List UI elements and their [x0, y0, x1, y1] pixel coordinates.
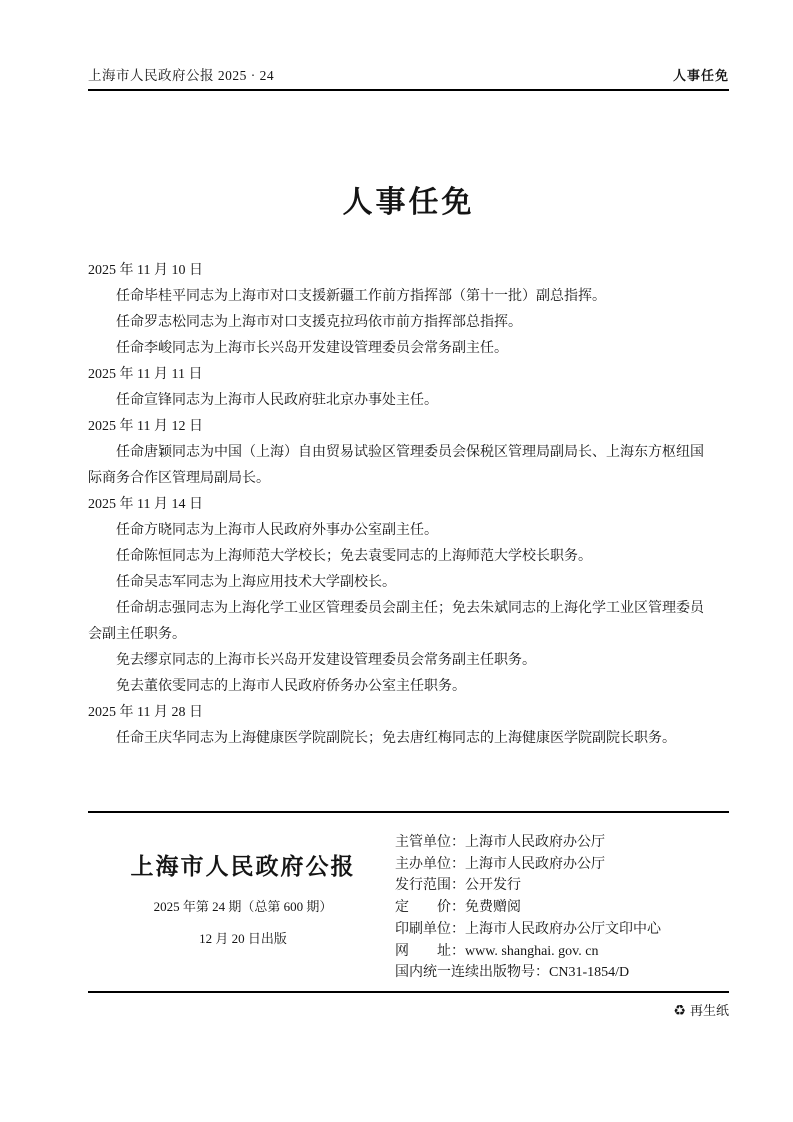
body-line: 任命陈恒同志为上海师范大学校长；免去袁雯同志的上海师范大学校长职务。 [116, 549, 592, 564]
body-line: 任命李峻同志为上海市长兴岛开发建设管理委员会常务副主任。 [116, 341, 508, 356]
colophon-left [88, 852, 398, 947]
colophon-detail-line: 发行范围：公开发行 [395, 878, 521, 894]
body-text [88, 258, 729, 752]
colophon-detail-line: 印刷单位：上海市人民政府办公厅文印中心 [395, 921, 661, 937]
header-rule [88, 89, 729, 91]
colophon-detail-line: 网 址：www. shanghai. gov. cn [395, 943, 599, 959]
body-line: 2025 年 11 月 12 日 [88, 419, 203, 434]
bottom-rule [88, 991, 729, 993]
colophon-detail-line: 国内统一连续出版物号：CN31-1854/D [395, 965, 630, 981]
recycled-paper-note [88, 1000, 729, 1019]
body-line: 任命唐颖同志为中国（上海）自由贸易试验区管理委员会保税区管理局副局长、上海东方枢纽国 [116, 445, 704, 460]
colophon-detail-line: 主管单位：上海市人民政府办公厅 [395, 835, 605, 850]
body-line: 2025 年 11 月 14 日 [88, 497, 203, 512]
colophon-detail-line: 主办单位：上海市人民政府办公厅 [395, 856, 605, 872]
page-header [88, 64, 729, 84]
body-line: 任命王庆华同志为上海健康医学院副院长；免去唐红梅同志的上海健康医学院副院长职务。 [116, 731, 676, 746]
body-line: 免去董依雯同志的上海市人民政府侨务办公室主任职务。 [116, 679, 466, 694]
body-line: 任命胡志强同志为上海化学工业区管理委员会副主任；免去朱斌同志的上海化学工业区管理委员 [116, 601, 704, 616]
colophon-details [395, 832, 661, 984]
header-gazette-issue: 上海市人民政府公报 2025 · 24 [88, 68, 275, 83]
body-line: 任命宣锋同志为上海市人民政府驻北京办事处主任。 [116, 393, 438, 408]
colophon-detail-line: 定 价：免费赠阅 [395, 900, 521, 916]
gazette-title: 上海市人民政府公报 [130, 854, 356, 879]
publish-line: 12 月 20 日出版 [199, 931, 287, 946]
body-line: 任命毕桂平同志为上海市对口支援新疆工作前方指挥部（第十一批）副总指挥。 [116, 289, 606, 304]
body-line: 任命方晓同志为上海市人民政府外事办公室副主任。 [116, 523, 438, 538]
body-line: 免去缪京同志的上海市长兴岛开发建设管理委员会常务副主任职务。 [116, 653, 536, 668]
body-line: 2025 年 11 月 11 日 [88, 367, 203, 382]
colophon-rule [88, 811, 729, 813]
body-line: 际商务合作区管理局副局长。 [88, 471, 270, 486]
article-title: 人事任免 [342, 186, 475, 219]
header-section-name: 人事任免 [672, 68, 729, 83]
body-line: 2025 年 11 月 28 日 [88, 705, 203, 720]
body-line: 任命罗志松同志为上海市对口支援克拉玛依市前方指挥部总指挥。 [116, 315, 522, 330]
issue-line: 2025 年第 24 期（总第 600 期） [153, 899, 333, 914]
recycled-paper-label: 再生纸 [689, 1003, 729, 1018]
body-line: 2025 年 11 月 10 日 [88, 263, 203, 278]
body-line: 任命吴志军同志为上海应用技术大学副校长。 [116, 575, 396, 590]
body-line: 会副主任职务。 [88, 627, 186, 642]
recycled-paper-icon: ♻ [673, 1003, 686, 1019]
